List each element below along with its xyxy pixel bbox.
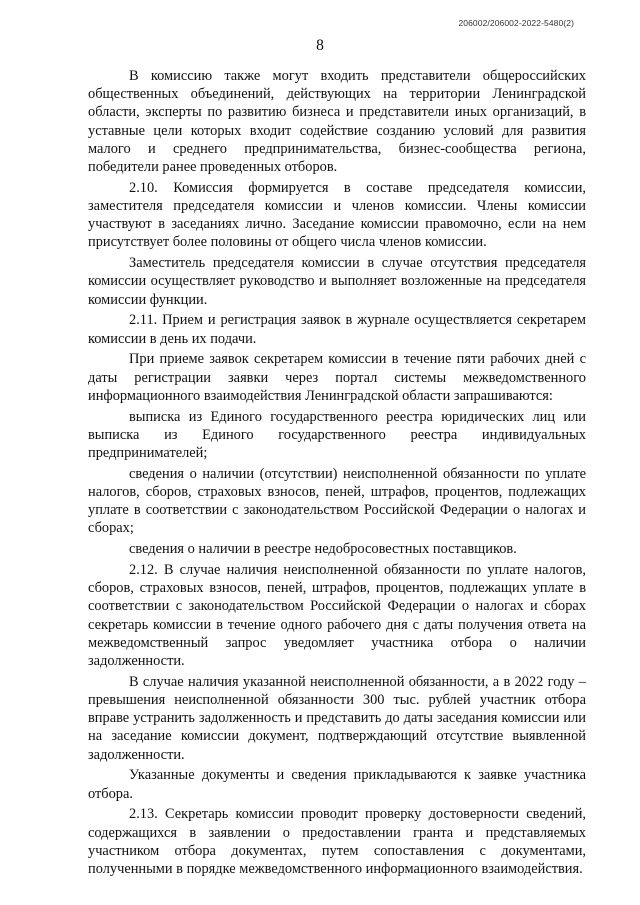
document-id: 206002/206002-2022-5480(2)	[458, 18, 574, 28]
paragraph-attachments: Указанные документы и сведения прикладываются к заявке участника отбора.	[88, 767, 586, 802]
document-body	[88, 67, 586, 881]
paragraph-2-13: 2.13. Секретарь комиссии проводит проверку достоверности сведений, содержащихся в заявлении о предоставлении гранта и представляемых участником отбора документах, путем сопоставления с документами, полученными в порядке межведомственного информационного взаимодействия.	[88, 806, 586, 878]
paragraph-commission-members: В комиссию также могут входить представители общероссийских общественных объединений, действующих на территории Ленинградской области, эксперты по развитию бизнеса и представители иных организаций, в уставные цели которых входит содействие созданию условий для развития малого и среднего предпринимательства, бизнес-сообщества региона, победители ранее проведенных отборов.	[88, 68, 586, 176]
paragraph-2-11: 2.11. Прием и регистрация заявок в журнале осуществляется секретарем комиссии в день их подачи.	[88, 312, 586, 347]
paragraph-2-10: 2.10. Комиссия формируется в составе председателя комиссии, заместителя председателя комиссии и членов комиссии. Члены комиссии участвуют в заседаниях лично. Заседание комиссии правомочно, если на нем присутствует более половины от общего числа членов комиссии.	[88, 179, 586, 251]
paragraph-requests: При приеме заявок секретарем комиссии в течение пяти рабочих дней с даты регистрации заявки через портал системы межведомственного информационного взаимодействия Ленинградской области запрашиваются:	[88, 351, 586, 404]
paragraph-debt-2022: В случае наличия указанной неисполненной обязанности, а в 2022 году – превышения неисполненной обязанности 300 тыс. рублей участник отбора вправе устранить задолженность и представить до даты заседания комиссии или на заседание комиссии документ, подтверждающий отсутствие выявленной задолженности.	[88, 673, 586, 763]
list-item-registry-extract: выписка из Единого государственного реестра юридических лиц или выписка из Единого государственного реестра индивидуальных предпринимателей;	[88, 408, 586, 462]
list-item-unscrupulous-suppliers: сведения о наличии в реестре недобросовестных поставщиков.	[129, 541, 517, 558]
list-item-tax-obligations: сведения о наличии (отсутствии) неисполненной обязанности по уплате налогов, сборов, страховых взносов, пеней, штрафов, процентов, подлежащих уплате в соответствии с законодательством Российской Федерации о налогах и сборах;	[88, 465, 586, 537]
paragraph-2-12: 2.12. В случае наличия неисполненной обязанности по уплате налогов, сборов, страховых взносов, пеней, штрафов, процентов, подлежащих уплате в соответствии с законодательством Российской Федерации о налогах и сборах секретарь комиссии в течение одного рабочего дня с даты получения ответа на межведомственный запрос уведомляет участника отбора о наличии задолженности.	[88, 562, 586, 670]
page-number: 8	[316, 37, 324, 54]
paragraph-deputy-chairman: Заместитель председателя комиссии в случае отсутствия председателя комиссии осуществляет руководство и выполняет возложенные на председателя комиссии функции.	[88, 255, 586, 308]
